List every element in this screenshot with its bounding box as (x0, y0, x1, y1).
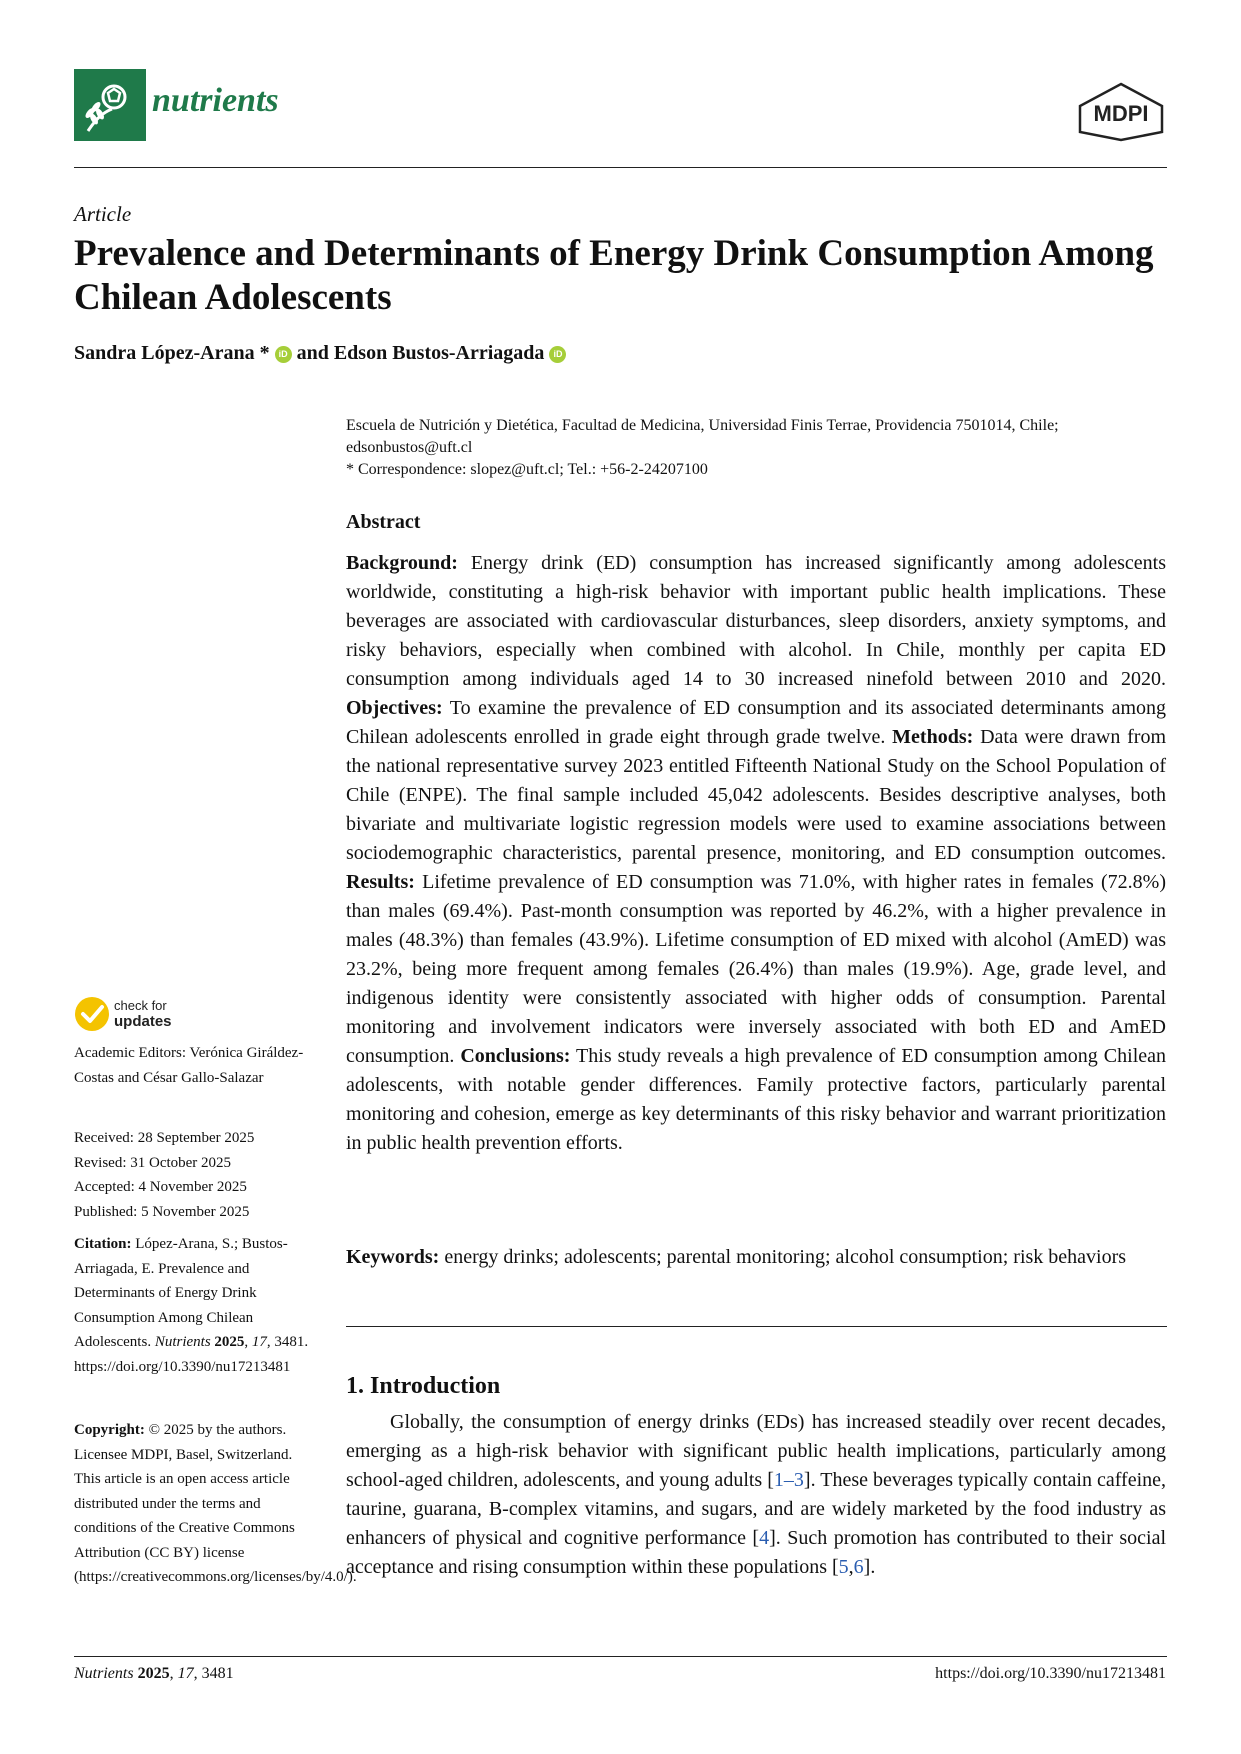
citation-link[interactable]: 1 (773, 1469, 784, 1491)
keywords-text: energy drinks; adolescents; parental monitoring; alcohol consumption; risk behaviors (444, 1246, 1127, 1268)
intro-text-3: ]. Such promotion has contributed to their social acceptance and rising consumption within these populations [ (346, 1527, 1166, 1578)
footer-volume: 17 (177, 1665, 194, 1682)
author-1[interactable]: Sandra López-Arana * (74, 342, 270, 364)
citation-doi[interactable]: , 3481. https://doi.org/10.3390/nu17213481 (74, 1334, 309, 1375)
journal-logo-icon[interactable] (74, 69, 146, 141)
footer-article: , 3481 (193, 1665, 234, 1682)
academic-editors: Academic Editors: Verónica Giráldez-Costas and César Gallo-Salazar (74, 1045, 304, 1086)
citation-link[interactable]: 6 (853, 1556, 864, 1578)
methods-text: Data were drawn from the national representative survey 2023 entitled Fifteenth National Study on the School Population of Chile (ENPE). The final sample included 45,042 adolescents. Besides descriptive analyses, both bivariate and multivariate logistic regression models were used to examine associations between sociodemographic characteristics, parental presence, monitoring, and ED consumption outcomes. (346, 726, 1167, 864)
citation-link[interactable]: 3 (793, 1469, 804, 1491)
copyright-text: © 2025 by the authors. Licensee MDPI, Basel, Switzerland. This article is an open access article distributed under the terms and conditions of the Creative Commons Attribution (CC BY) license (https://creativecommons.org/licenses/by/4.0/). (74, 1422, 357, 1585)
citation-label: Citation: (74, 1236, 132, 1252)
citation-comma: , (848, 1556, 854, 1578)
article-type: Article (74, 202, 132, 226)
methods-label: Methods: (892, 726, 974, 748)
objectives-text: To examine the prevalence of ED consumption and its associated determinants among Chilean adolescents enrolled in grade eight through grade twelve. (346, 697, 1166, 748)
abstract-divider (346, 1326, 1167, 1327)
publisher-name: MDPI (1093, 101, 1149, 126)
conclusions-label: Conclusions: (460, 1045, 571, 1067)
copyright-block (74, 1418, 357, 1590)
results-text: Lifetime prevalence of ED consumption was 71.0%, with higher rates in females (72.8%) than males (69.4%). Past-month consumption was reported by 46.2%, with a higher prevalence in males (48.3%) than females (43.9%). Lifetime consumption of ED mixed with alcohol (AmED) was 23.2%, being more frequent among females (26.4%) than males (19.9%). Age, grade level, and indigenous identity were consistently associated with higher odds of consumption. Parental monitoring and involvement indicators were inversely associated with both ED and AmED consumption. (346, 871, 1166, 1067)
citation-dash: – (783, 1469, 794, 1491)
page-title: Prevalence and Determinants of Energy Drink Consumption Among Chilean Adolescents (74, 233, 1154, 318)
received-date: Received: 28 September 2025 (74, 1130, 255, 1146)
orcid-icon[interactable]: iD (275, 346, 292, 363)
citation-link[interactable]: 5 (838, 1556, 849, 1578)
publication-dates (74, 1126, 319, 1224)
conclusions-text: This study reveals a high prevalence of ED consumption among Chilean adolescents, with notable gender differences. Family protective factors, particularly parental monitoring and cohesion, emerge as key determinants of this risky behavior and warrant prioritization in public health prevention efforts. (346, 1045, 1167, 1154)
affiliation-line: Escuela de Nutrición y Dietética, Facultad de Medicina, Universidad Finis Terrae, Providencia 7501014, Chile; (346, 417, 1059, 434)
footer-doi-link[interactable]: https://doi.org/10.3390/nu17213481 (935, 1665, 1166, 1682)
intro-text-2: ]. These beverages typically contain caffeine, taurine, guarana, B-complex vitamins, and sugars, and are widely marketed by the food industry as enhancers of physical and cognitive performance [ (346, 1469, 1167, 1549)
check-for-updates-button[interactable] (74, 996, 274, 1034)
citation-block: Citation: López-Arana, S.; Bustos-Arriagada, E. Prevalence and Determinants of Energy Drink Consumption Among Chilean Adolescents. Nutrients 2025, 17, 3481. https://doi.org/10.3390/nu17213481 (74, 1236, 309, 1375)
abstract-body (346, 549, 1166, 1158)
abstract-heading: Abstract (346, 511, 421, 533)
intro-text-4: ]. (863, 1556, 876, 1578)
published-date: Published: 5 November 2025 (74, 1203, 250, 1220)
check-line-1: check for (114, 998, 167, 1013)
revised-date: Revised: 31 October 2025 (74, 1154, 232, 1171)
header-divider (74, 167, 1167, 168)
footer-citation: Nutrients 2025, 17, 3481 (74, 1665, 234, 1682)
correspondence: * Correspondence: slopez@uft.cl; Tel.: +56-2-24207100 (346, 461, 708, 478)
author-connector: and (296, 342, 329, 364)
citation-link[interactable]: 4 (759, 1527, 770, 1549)
citation-journal: Nutrients (154, 1334, 211, 1350)
keywords-label: Keywords: (346, 1246, 440, 1268)
keywords (346, 1243, 1166, 1272)
background-text: Energy drink (ED) consumption has increased significantly among adolescents worldwide, constituting a high-risk behavior with important public health implications. These beverages are associated with cardiovascular disturbances, sleep disorders, anxiety symptoms, and risky behaviors, especially when combined with alcohol. In Chile, monthly per capita ED consumption among individuals aged 14 to 30 increased ninefold between 2010 and 2020. (346, 552, 1166, 690)
results-label: Results: (346, 871, 415, 893)
mdpi-logo[interactable] (1076, 82, 1166, 142)
citation-year: 2025 (214, 1334, 245, 1350)
footer-year: 2025 (137, 1665, 170, 1682)
author-2[interactable]: Edson Bustos-Arriagada (333, 342, 545, 364)
affiliation (346, 415, 1166, 481)
copyright-label: Copyright: (74, 1422, 145, 1438)
objectives-label: Objectives: (346, 697, 443, 719)
check-line-2: updates (114, 1013, 172, 1030)
citation-volume: 17 (251, 1334, 267, 1350)
orcid-icon[interactable]: iD (549, 346, 566, 363)
citation-text: López-Arana, S.; Bustos-Arriagada, E. Prevalence and Determinants of Energy Drink Consumption Among Chilean Adolescents. (74, 1236, 288, 1350)
journal-name[interactable]: nutrients (152, 82, 279, 119)
check-updates-icon (74, 996, 110, 1032)
affiliation-email[interactable]: edsonbustos@uft.cl (346, 439, 473, 456)
intro-text-1: Globally, the consumption of energy drinks (EDs) has increased steadily over recent decades, emerging as a high-risk behavior with significant public health implications, particularly among school-aged children, adolescents, and young adults [ (346, 1411, 1166, 1491)
check-updates-label (114, 998, 172, 1030)
footer-journal: Nutrients (74, 1665, 134, 1682)
author-list (74, 342, 566, 365)
introduction-paragraph (346, 1408, 1166, 1582)
background-label: Background: (346, 552, 458, 574)
accepted-date: Accepted: 4 November 2025 (74, 1179, 247, 1195)
footer-divider (74, 1656, 1167, 1657)
section-heading-introduction: 1. Introduction (346, 1373, 501, 1399)
